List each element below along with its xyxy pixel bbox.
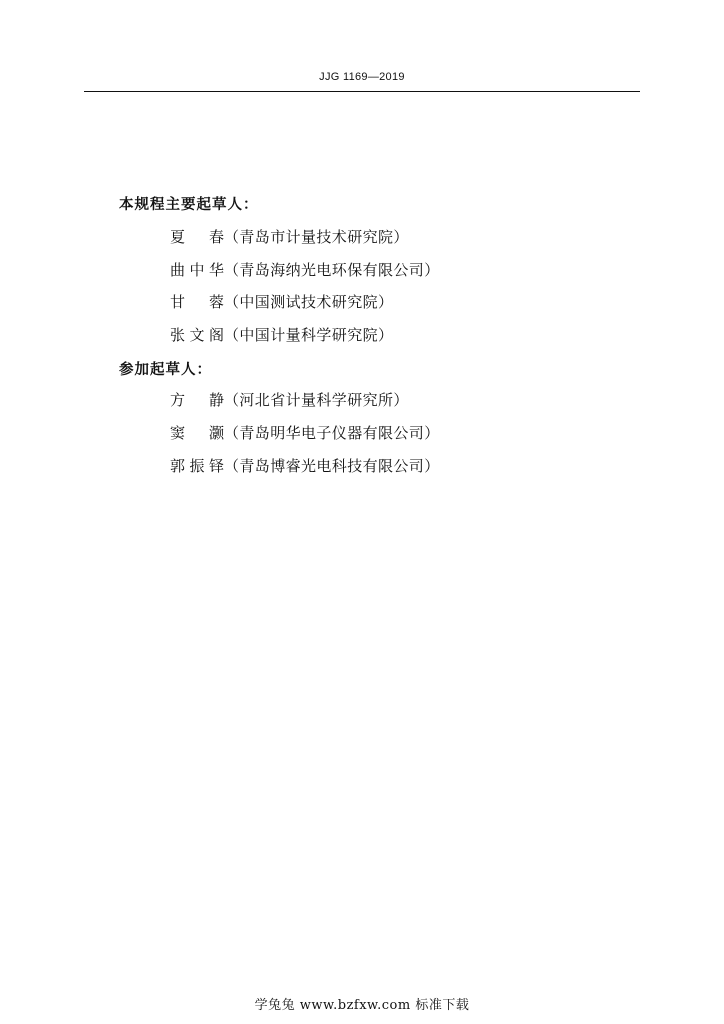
drafter-org: （中国测试技术研究院） [224,293,394,311]
drafter-org: （中国计量科学研究院） [224,326,394,344]
drafter-org: （青岛海纳光电环保有限公司） [224,261,440,279]
drafter-org: （青岛明华电子仪器有限公司） [224,424,440,442]
drafter-row [170,455,440,476]
drafter-row [170,422,440,443]
drafter-name: 窦 灏 [170,424,224,442]
drafter-org: （青岛博睿光电科技有限公司） [224,457,440,475]
drafter-row [170,291,393,312]
drafter-org: （青岛市计量技术研究院） [224,228,409,246]
header-rule [84,91,640,92]
drafter-org: （河北省计量科学研究所） [224,391,409,409]
drafter-name: 方 静 [170,391,224,409]
drafter-row [170,324,393,345]
drafter-name: 夏 春 [170,228,224,246]
participating-drafters-heading: 参加起草人： [119,362,212,378]
drafter-row [170,259,440,280]
drafter-row [170,389,409,410]
drafter-name: 郭振铎 [170,457,224,475]
drafter-name: 甘 蓉 [170,293,224,311]
drafter-name: 曲中华 [170,261,224,279]
main-drafters-heading: 本规程主要起草人： [119,197,259,213]
drafter-row [170,226,409,247]
header-standard-code: JJG 1169—2019 [319,71,405,83]
drafter-name: 张文阁 [170,326,224,344]
footer-watermark-text: 学兔兔 www.bzfxw.com 标准下载 [254,998,470,1013]
